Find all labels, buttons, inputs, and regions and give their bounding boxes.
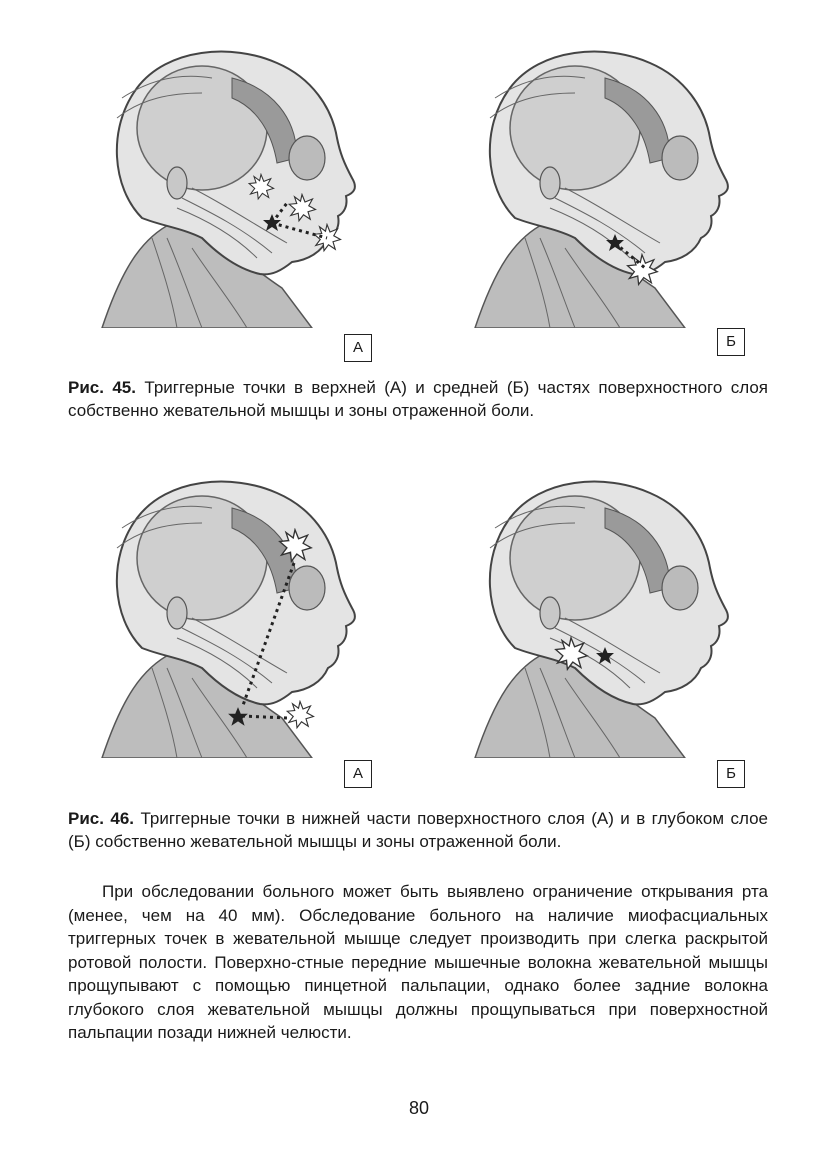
caption-text: Триггерные точки в верхней (А) и средней (Б) частях поверхностного слоя собственно жевательной мышцы и зоны отраженной боли. <box>68 378 768 420</box>
figure45-panel-a <box>82 38 382 356</box>
head-illustration <box>455 468 755 758</box>
caption-text: Триггерные точки в нижней части поверхностного слоя (А) и в глубоком слое (Б) собственно жевательной мышцы и зоны отраженной боли. <box>68 809 768 851</box>
figure46-caption <box>68 807 768 853</box>
head-illustration <box>82 38 382 328</box>
page-number: 80 <box>408 1098 430 1118</box>
figure-number: Рис. 46. <box>68 809 135 828</box>
figure45-caption <box>68 376 768 422</box>
panel-label: Б <box>717 328 745 356</box>
pain-zone-icon <box>287 702 313 728</box>
head-illustration <box>455 38 755 328</box>
body-paragraph: При обследовании больного может быть выявлено ограничение открывания рта (менее, чем на 40 мм). Обследование больного на наличие миофасциальных триггерных точек в жевательной мышце следует производить при слегка раскрытой ротовой полости. Поверхно-стные передние мышечные волокна жевательной мышцы прощупывают с помощью пинцетной пальпации, однако более задние волокна глубокого слоя жевательной мышцы должны прощупываться при поверхностной пальпации позади нижней челюсти. <box>68 882 768 1042</box>
panel-label: А <box>344 760 372 788</box>
panel-label: Б <box>717 760 745 788</box>
figure46-panel-b <box>455 468 755 782</box>
panel-label: А <box>344 334 372 362</box>
figure45-panel-b <box>455 38 755 350</box>
head-illustration <box>82 468 382 758</box>
figure-number: Рис. 45. <box>68 378 136 397</box>
figure46-panel-a <box>82 468 382 782</box>
